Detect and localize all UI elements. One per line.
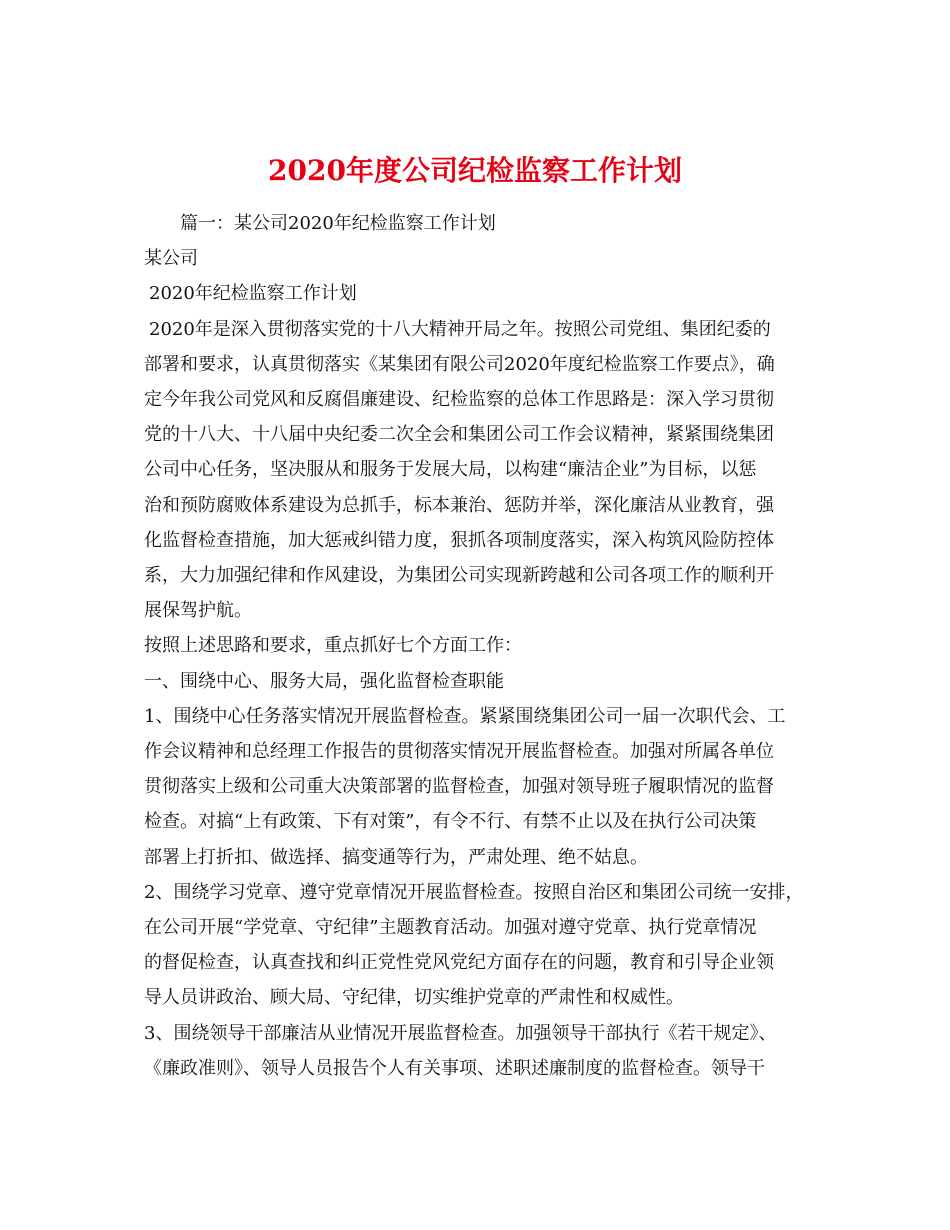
paragraph-line: 作会议精神和总经理工作报告的贯彻落实情况开展监督检查。加强对所属各单位 xyxy=(144,741,774,763)
paragraph-line: 展保驾护航。 xyxy=(144,600,252,622)
paragraph-line: 2020年纪检监察工作计划 xyxy=(149,283,357,305)
paragraph-line: 公司中心任务，坚决服从和服务于发展大局，以构建“廉洁企业”为目标，以惩 xyxy=(144,459,757,481)
paragraph-line: 系，大力加强纪律和作风建设，为集团公司实现新跨越和公司各项工作的顺利开 xyxy=(144,565,774,587)
paragraph-line: 1、围绕中心任务落实情况开展监督检查。紧紧围绕集团公司一届一次职代会、工 xyxy=(144,705,786,727)
paragraph-line: 定今年我公司党风和反腐倡廉建设、纪检监察的总体工作思路是：深入学习贯彻 xyxy=(144,389,774,411)
document-title: 2020年度公司纪检监察工作计划 xyxy=(268,153,682,187)
paragraph-line: 3、围绕领导干部廉洁从业情况开展监督检查。加强领导干部执行《若干规定》、 xyxy=(144,1022,777,1044)
paragraph-line: 的督促检查，认真查找和纠正党性党风党纪方面存在的问题，教育和引导企业领 xyxy=(144,952,774,974)
paragraph-line: 治和预防腐败体系建设为总抓手，标本兼治、惩防并举，深化廉洁从业教育，强 xyxy=(144,494,774,516)
paragraph-line: 2、围绕学习党章、遵守党章情况开展监督检查。按照自治区和集团公司统一安排， xyxy=(144,881,804,903)
paragraph-line: 2020年是深入贯彻落实党的十八大精神开局之年。按照公司党组、集团纪委的 xyxy=(149,318,771,340)
paragraph-line: 化监督检查措施，加大惩戒纠错力度，狠抓各项制度落实，深入构筑风险防控体 xyxy=(144,529,774,551)
section-heading: 一、围绕中心、服务大局，强化监督检查职能 xyxy=(144,670,504,692)
paragraph-line: 部署上打折扣、做选择、搞变通等行为，严肃处理、绝不姑息。 xyxy=(144,846,648,868)
document-body xyxy=(144,206,804,1086)
paragraph-line: 按照上述思路和要求，重点抓好七个方面工作： xyxy=(144,635,522,657)
paragraph-line: 贯彻落实上级和公司重大决策部署的监督检查，加强对领导班子履职情况的监督 xyxy=(144,776,774,798)
paragraph-line: 部署和要求，认真贯彻落实《某集团有限公司2020年度纪检监察工作要点》，确 xyxy=(144,353,775,375)
paragraph-line: 《廉政准则》、领导人员报告个人有关事项、述职述廉制度的监督检查。领导干 xyxy=(144,1057,765,1079)
paragraph-line: 检查。对搞“上有政策、下有对策”，有令不行、有禁不止以及在执行公司决策 xyxy=(144,811,757,833)
paragraph-line: 在公司开展“学党章、守纪律”主题教育活动。加强对遵守党章、执行党章情况 xyxy=(144,917,757,939)
paragraph-line: 某公司 xyxy=(144,248,198,270)
paragraph-line: 党的十八大、十八届中央纪委二次全会和集团公司工作会议精神，紧紧围绕集团 xyxy=(144,424,774,446)
paragraph-line: 导人员讲政治、顾大局、守纪律，切实维护党章的严肃性和权威性。 xyxy=(144,987,684,1009)
paragraph-line: 篇一：某公司2020年纪检监察工作计划 xyxy=(180,213,496,234)
